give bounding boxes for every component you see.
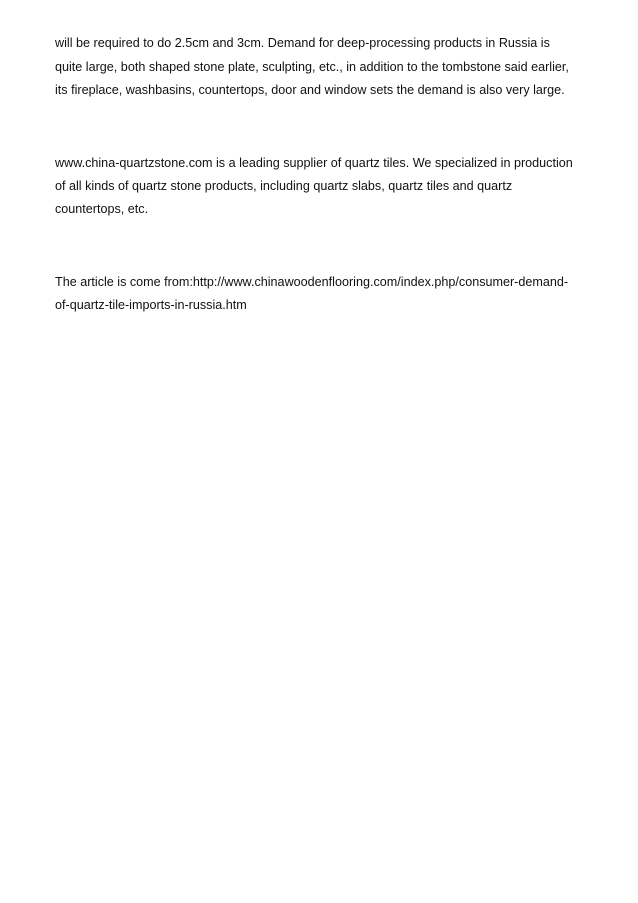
text-line: www.china-quartzstone.com is a leading supplier of quartz tiles. We specialized in production: [55, 156, 573, 170]
text-line: of all kinds of quartz stone products, including quartz slabs, quartz tiles and quartz: [55, 179, 513, 193]
text-line: The article is come from:http://www.chinawoodenflooring.com/index.php/consumer-demand-: [55, 275, 569, 289]
text-line: will be required to do 2.5cm and 3cm. Demand for deep-processing products in Russia is: [55, 36, 550, 50]
text-line: its fireplace, washbasins, countertops, door and window sets the demand is also very large.: [55, 83, 565, 97]
text-line: quite large, both shaped stone plate, sculpting, etc., in addition to the tombstone said earlier,: [55, 60, 569, 74]
text-line: of-quartz-tile-imports-in-russia.htm: [55, 298, 247, 312]
text-line: countertops, etc.: [55, 202, 149, 216]
